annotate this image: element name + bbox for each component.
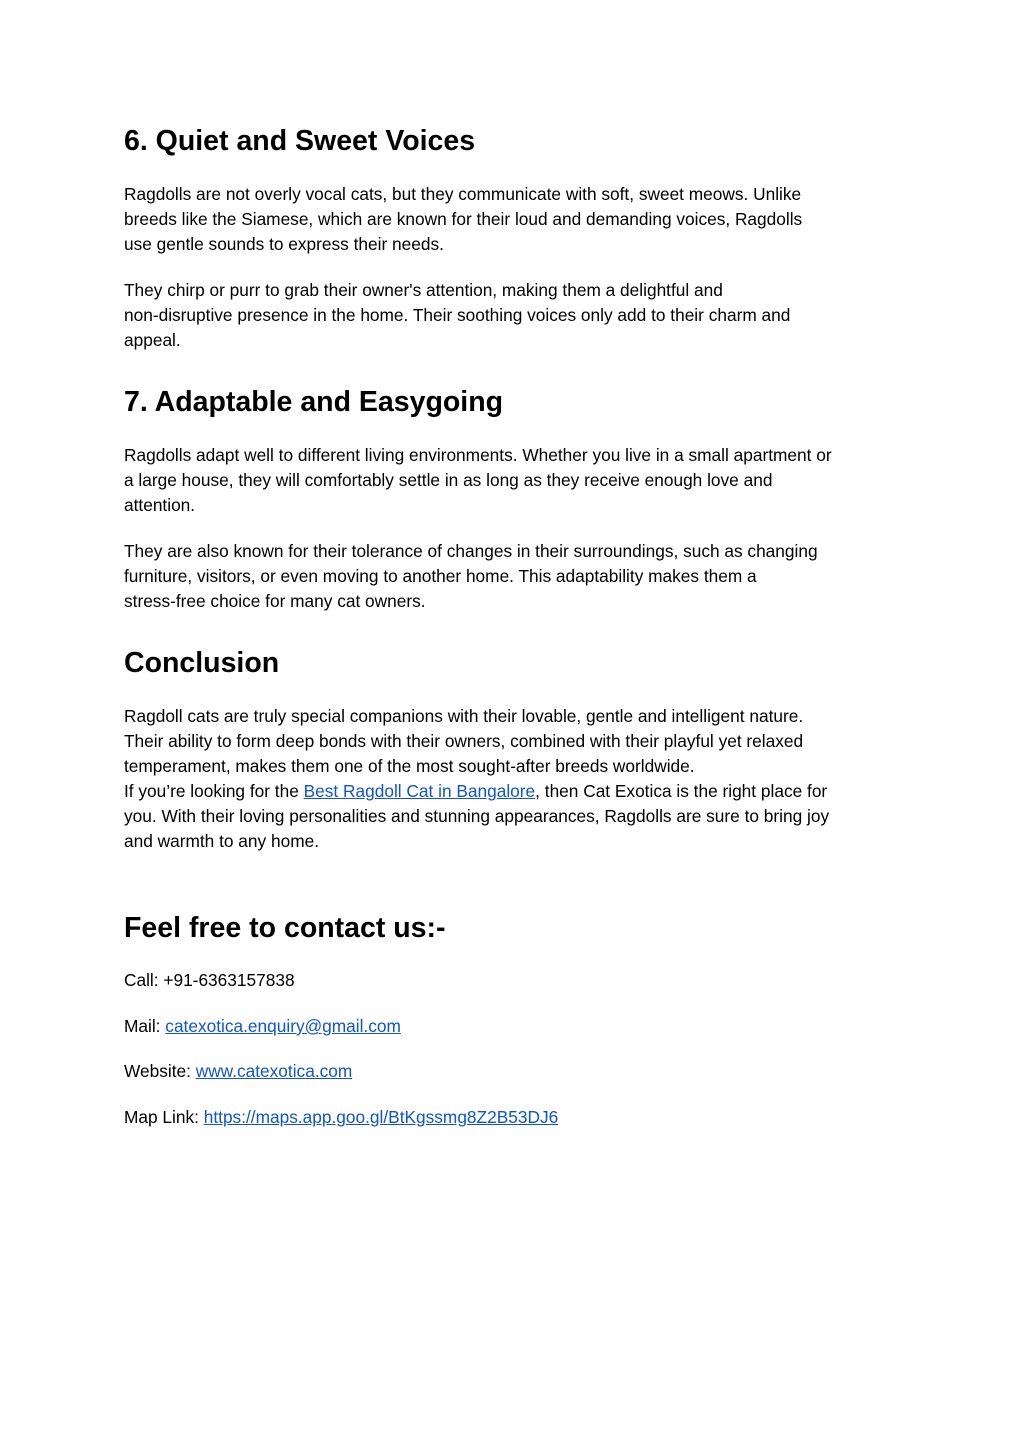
- paragraph: They chirp or purr to grab their owner's attention, making them a delightful and non-disruptive presence in the home. Their soothing voices only add to their charm and appeal.: [124, 280, 791, 350]
- best-ragdoll-cat-link[interactable]: Best Ragdoll Cat in Bangalore: [303, 781, 536, 801]
- paragraph-conclusion: Ragdoll cats are truly special companions with their lovable, gentle and intelligent nature. Their ability to form deep bonds with their owners, combined with their playful yet relaxed temperament, makes them one of the most sought-after breeds worldwide. If you’re looking for the Best Ragdoll Cat in Bangalore, then Cat Exotica is the right place for you. With their loving personalities and stunning appearances, Ragdolls are sure to bring joy and warmth to any home.: [124, 706, 830, 851]
- map-link[interactable]: https://maps.app.goo.gl/BtKgssmg8Z2B53DJ6: [203, 1107, 559, 1127]
- heading-adaptable: 7. Adaptable and Easygoing: [124, 386, 504, 418]
- paragraph: They are also known for their tolerance of changes in their surroundings, such as changing furniture, visitors, or even moving to another home. This adaptability makes them a stress-free choice for many cat owners.: [124, 541, 818, 611]
- paragraph: Ragdolls adapt well to different living environments. Whether you live in a small apartment or a large house, they will comfortably settle in as long as they receive enough love and attention.: [124, 445, 832, 515]
- heading-conclusion: Conclusion: [124, 647, 280, 679]
- contact-call: Call: +91-6363157838: [124, 970, 295, 990]
- contact-website: Website: www.catexotica.com: [124, 1061, 353, 1081]
- heading-contact: Feel free to contact us:-: [124, 912, 446, 944]
- paragraph: Ragdolls are not overly vocal cats, but they communicate with soft, sweet meows. Unlike breeds like the Siamese, which are known for their loud and demanding voices, Ragdolls use gentle sounds to express their needs.: [124, 184, 803, 254]
- heading-quiet-voices: 6. Quiet and Sweet Voices: [124, 125, 476, 157]
- website-link[interactable]: www.catexotica.com: [195, 1061, 353, 1081]
- email-link[interactable]: catexotica.enquiry@gmail.com: [165, 1016, 401, 1036]
- contact-mail: Mail: catexotica.enquiry@gmail.com: [124, 1016, 401, 1036]
- contact-map: Map Link: https://maps.app.goo.gl/BtKgssmg8Z2B53DJ6: [124, 1107, 559, 1127]
